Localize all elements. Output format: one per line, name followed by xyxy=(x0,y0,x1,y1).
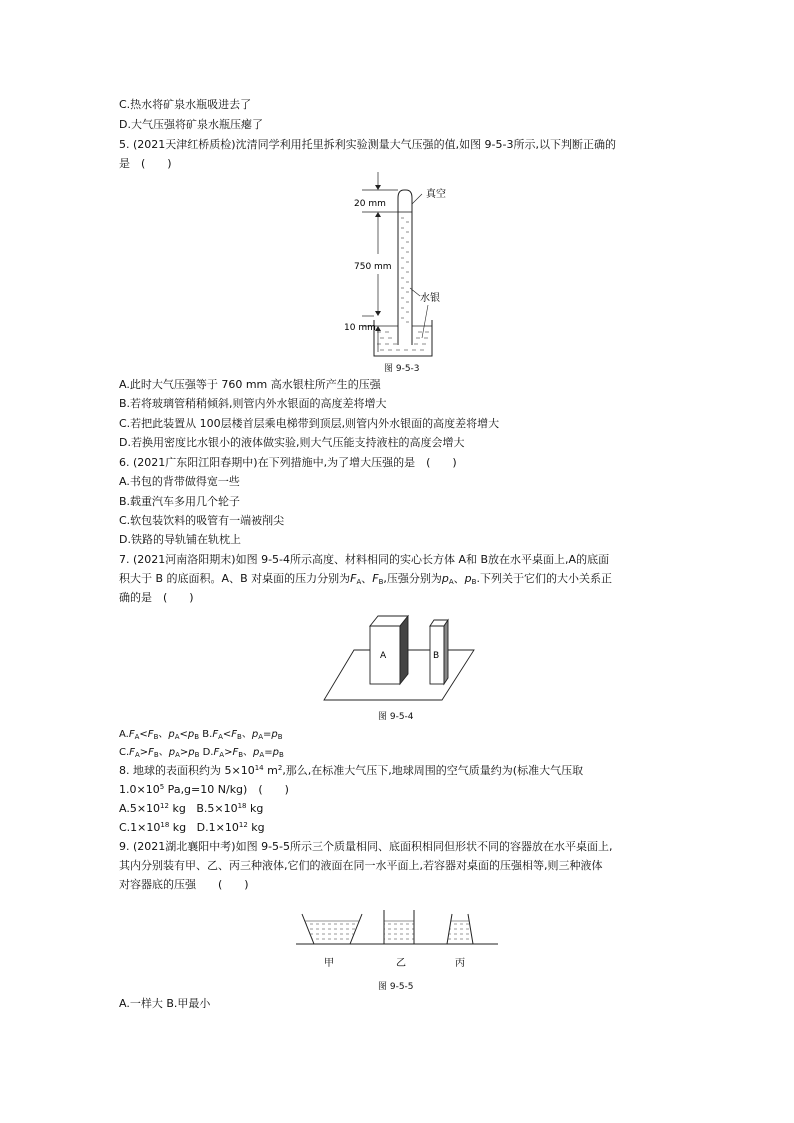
q7-options-row1: $A.F_A<F_B$、$p_A<p_B$ $B.F_A<F_B$、$p_A=p_B$ xyxy=(119,729,283,741)
blocks-figure xyxy=(320,612,476,704)
q6-option-c: C.软包装饮料的吸管有一端被削尖 xyxy=(119,514,285,527)
q8-stem-line2: $1.0\times 10^5$ Pa,g=10 N/kg) ( ) xyxy=(119,783,289,796)
label-10mm: 10 mm xyxy=(344,323,376,333)
container-bing-label: 丙 xyxy=(455,958,465,969)
q5-option-c: C.若把此装置从 100层楼首层乘电梯带到顶层,则管内外水银面的高度差将增大 xyxy=(119,417,500,430)
q5-option-d: D.若换用密度比水银小的液体做实验,则大气压能支持液柱的高度会增大 xyxy=(119,436,465,449)
q5-stem-line1: 5. (2021天津红桥质检)沈清同学利用托里拆利实验测量大气压强的值,如图 9-5-3所示,以下判断正确的 xyxy=(119,138,616,151)
containers-figure xyxy=(292,902,502,972)
q9-stem-line1: 9. (2021湖北襄阳中考)如图 9-5-5所示三个质量相同、底面积相同但形状不同的容器放在水平桌面上, xyxy=(119,840,613,853)
q9-options-row1: A.一样大 B.甲最小 xyxy=(119,997,211,1010)
block-a-label: A xyxy=(380,651,387,661)
q7-options-row2: $C.F_A>F_B$、$p_A>p_B$ $D.F_A>F_B$、$p_A=p_B$ xyxy=(119,747,284,759)
q6-option-a: A.书包的背带做得宽一些 xyxy=(119,475,240,488)
q8-options-row2: $C.1\times 10^{18}$ kg $D.1\times 10^{12}$ kg xyxy=(119,821,265,834)
q8-options-row1: $A.5\times 10^{12}$ kg $B.5\times 10^{18}$ kg xyxy=(119,802,264,815)
q5-option-a: A.此时大气压强等于 760 mm 高水银柱所产生的压强 xyxy=(119,378,381,391)
container-yi-label: 乙 xyxy=(396,958,406,969)
q4-option-d: D.大气压强将矿泉水瓶压瘪了 xyxy=(119,118,263,131)
label-20mm: 20 mm xyxy=(354,199,386,209)
q4-option-c: C.热水将矿泉水瓶吸进去了 xyxy=(119,98,252,111)
q8-stem-line1: 8. 地球的表面积约为 $5\times 10^{14}$ $m^2$,那么,在标准大气压下,地球周围的空气质量约为(标准大气压取 xyxy=(119,764,584,777)
q9-stem-line3: 对容器底的压强 ( ) xyxy=(119,878,249,891)
label-mercury: 水银 xyxy=(420,293,440,304)
q5-stem-line2: 是 ( ) xyxy=(119,157,172,170)
q7-stem-line1: 7. (2021河南洛阳期末)如图 9-5-4所示高度、材料相同的实心长方体 A和 B放在水平桌面上,A的底面 xyxy=(119,553,610,566)
figure-9-5-5-caption: 图 9-5-5 xyxy=(378,982,414,992)
torricelli-figure xyxy=(340,170,470,360)
q6-stem: 6. (2021广东阳江阳春期中)在下列措施中,为了增大压强的是 ( ) xyxy=(119,456,457,469)
container-jia-label: 甲 xyxy=(324,958,334,969)
q6-option-b: B.载重汽车多用几个轮子 xyxy=(119,495,241,508)
q6-option-d: D.铁路的导轨铺在轨枕上 xyxy=(119,533,241,546)
label-vacuum: 真空 xyxy=(426,189,446,200)
q7-stem-line2: 积大于 B 的底面积。A、B 对桌面的压力分别为$F_A$、$F_B$,压强分别为$p_A$、$p_B$.下列关于它们的大小关系正 xyxy=(119,572,612,586)
block-b-label: B xyxy=(433,651,440,661)
figure-9-5-4-caption: 图 9-5-4 xyxy=(378,712,414,722)
q7-stem-line3: 确的是 ( ) xyxy=(119,591,194,604)
q9-stem-line2: 其内分别装有甲、乙、丙三种液体,它们的液面在同一水平面上,若容器对桌面的压强相等,则三种液体 xyxy=(119,859,603,872)
q5-option-b: B.若将玻璃管稍稍倾斜,则管内外水银面的高度差将增大 xyxy=(119,397,387,410)
figure-9-5-3-caption: 图 9-5-3 xyxy=(384,364,420,374)
label-750mm: 750 mm xyxy=(354,262,392,272)
